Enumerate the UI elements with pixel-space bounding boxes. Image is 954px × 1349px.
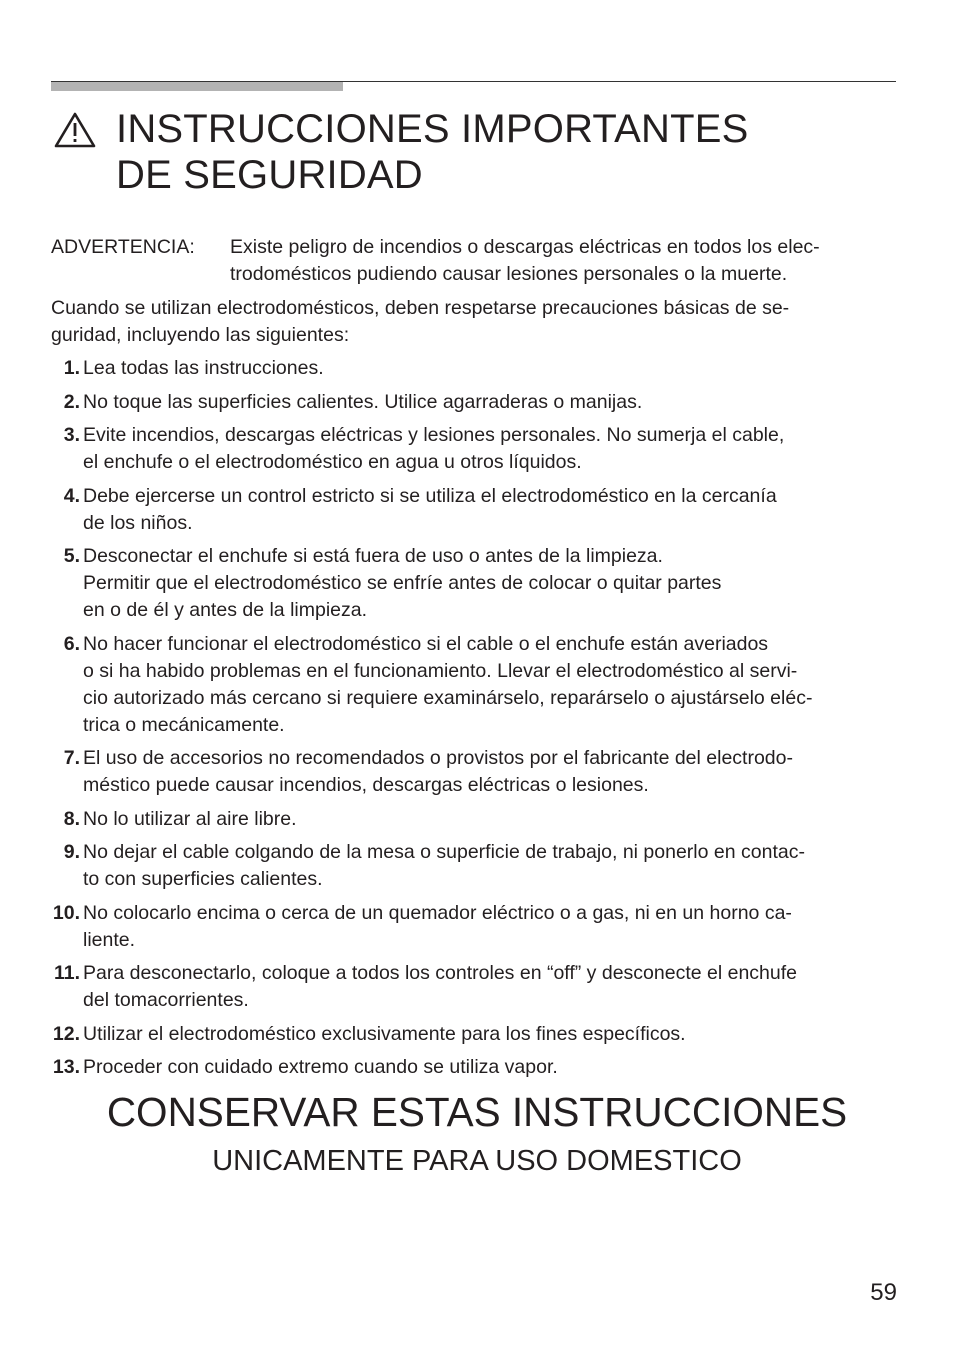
list-item-line: No dejar el cable colgando de la mesa o superficie de trabajo, ni ponerlo en contac- [83, 841, 805, 863]
list-item-line: Lea todas las instrucciones. [83, 357, 324, 379]
list-item [51, 543, 901, 624]
list-item-line: Para desconectarlo, coloque a todos los controles en “off” y desconecte el enchufe [83, 962, 797, 984]
list-item-line: el enchufe o el electrodoméstico en agua u otros líquidos. [83, 451, 582, 473]
list-item-text [83, 422, 901, 476]
list-item [51, 806, 901, 833]
list-item-number: 2. [63, 390, 80, 413]
list-item-line: No toque las superficies calientes. Utilice agarraderas o manijas. [83, 390, 643, 413]
list-item [51, 422, 901, 476]
list-item-line: No colocarlo encima o cerca de un quemador eléctrico o a gas, ni en un horno ca- [83, 901, 792, 924]
list-item-line: El uso de accesorios no recomendados o provistos por el fabricante del electrodo- [83, 747, 793, 769]
list-item [51, 960, 901, 1014]
list-item [51, 631, 901, 739]
advertencia-label: ADVERTENCIA: [51, 236, 195, 258]
list-item-text [83, 543, 901, 624]
list-item [51, 839, 901, 893]
list-item [51, 1054, 901, 1081]
list-item-number: 4. [63, 484, 80, 507]
advertencia-text [230, 234, 900, 288]
list-item-number: 13. [52, 1056, 80, 1078]
list-item-line: Evite incendios, descargas eléctricas y lesiones personales. No sumerja el cable, [83, 424, 785, 446]
list-item-line: Permitir que el electrodoméstico se enfríe antes de colocar o quitar partes [83, 572, 722, 594]
warning-triangle-icon [54, 112, 96, 148]
list-item-number: 11. [53, 962, 80, 984]
advertencia-line: trodomésticos pudiendo causar lesiones personales o la muerte. [230, 263, 788, 285]
list-item [51, 389, 901, 416]
list-item-line: liente. [83, 928, 136, 951]
list-item-number: 5. [63, 545, 80, 567]
list-item-number: 8. [63, 807, 80, 830]
intro-line: Cuando se utilizan electrodomésticos, deben respetarse precauciones básicas de se- [51, 297, 790, 319]
page-number: 59 [870, 1279, 897, 1306]
advertencia-line: Existe peligro de incendios o descargas eléctricas en todos los elec- [230, 236, 820, 258]
list-item-line: o si ha habido problemas en el funcionamiento. Llevar el electrodoméstico al servi- [83, 659, 798, 682]
list-item-line: de los niños. [83, 511, 193, 534]
list-item-text [83, 960, 901, 1014]
list-item-line: No lo utilizar al aire libre. [83, 807, 297, 830]
intro-line: guridad, incluyendo las siguientes: [51, 324, 350, 346]
list-item-text [83, 745, 901, 799]
list-item-line: trica o mecánicamente. [83, 713, 285, 736]
list-item-text [83, 389, 901, 416]
page-title [116, 106, 748, 198]
list-item-number: 10. [52, 901, 80, 924]
list-item-number: 12. [52, 1022, 80, 1045]
list-item-number: 1. [63, 357, 80, 379]
list-item-line: del tomacorrientes. [83, 989, 249, 1011]
conservar-heading: CONSERVAR ESTAS INSTRUCCIONES [106, 1089, 848, 1135]
list-item-number: 3. [63, 424, 80, 446]
domestico-subheading: UNICAMENTE PARA USO DOMESTICO [212, 1145, 742, 1177]
list-item-line: méstico puede causar incendios, descargas eléctricas o lesiones. [83, 774, 649, 796]
page-title-line1: INSTRUCCIONES IMPORTANTES [116, 107, 749, 151]
list-item-text [83, 900, 901, 954]
intro-paragraph [51, 295, 896, 349]
list-item [51, 483, 901, 537]
list-item-text [83, 839, 901, 893]
list-item-line: en o de él y antes de la limpieza. [83, 599, 368, 621]
page-title-line2: DE SEGURIDAD [116, 153, 423, 197]
list-item-line: No hacer funcionar el electrodoméstico si el cable o el enchufe están averiados [83, 632, 769, 655]
header-rule-thick [51, 82, 343, 91]
list-item-line: Utilizar el electrodoméstico exclusivamente para los fines específicos. [83, 1022, 686, 1045]
safety-instructions-list [51, 355, 901, 1088]
list-item-line: Proceder con cuidado extremo cuando se utiliza vapor. [83, 1056, 558, 1078]
list-item-number: 7. [63, 747, 80, 769]
list-item-line: Debe ejercerse un control estricto si se utiliza el electrodoméstico en la cercanía [83, 484, 777, 507]
list-item-text [83, 355, 901, 382]
list-item [51, 355, 901, 382]
list-item-number: 9. [63, 841, 80, 863]
list-item-line: cio autorizado más cercano si requiere examinárselo, reparárselo o ajustárselo eléc- [83, 686, 813, 709]
list-item-text [83, 631, 901, 739]
list-item [51, 745, 901, 799]
list-item-text [83, 1021, 901, 1048]
list-item-number: 6. [63, 632, 80, 655]
list-item-text [83, 1054, 901, 1081]
list-item-line: Desconectar el enchufe si está fuera de uso o antes de la limpieza. [83, 545, 663, 567]
list-item-text [83, 806, 901, 833]
list-item-line: to con superficies calientes. [83, 868, 323, 890]
list-item-text [83, 483, 901, 537]
list-item [51, 900, 901, 954]
list-item [51, 1021, 901, 1048]
